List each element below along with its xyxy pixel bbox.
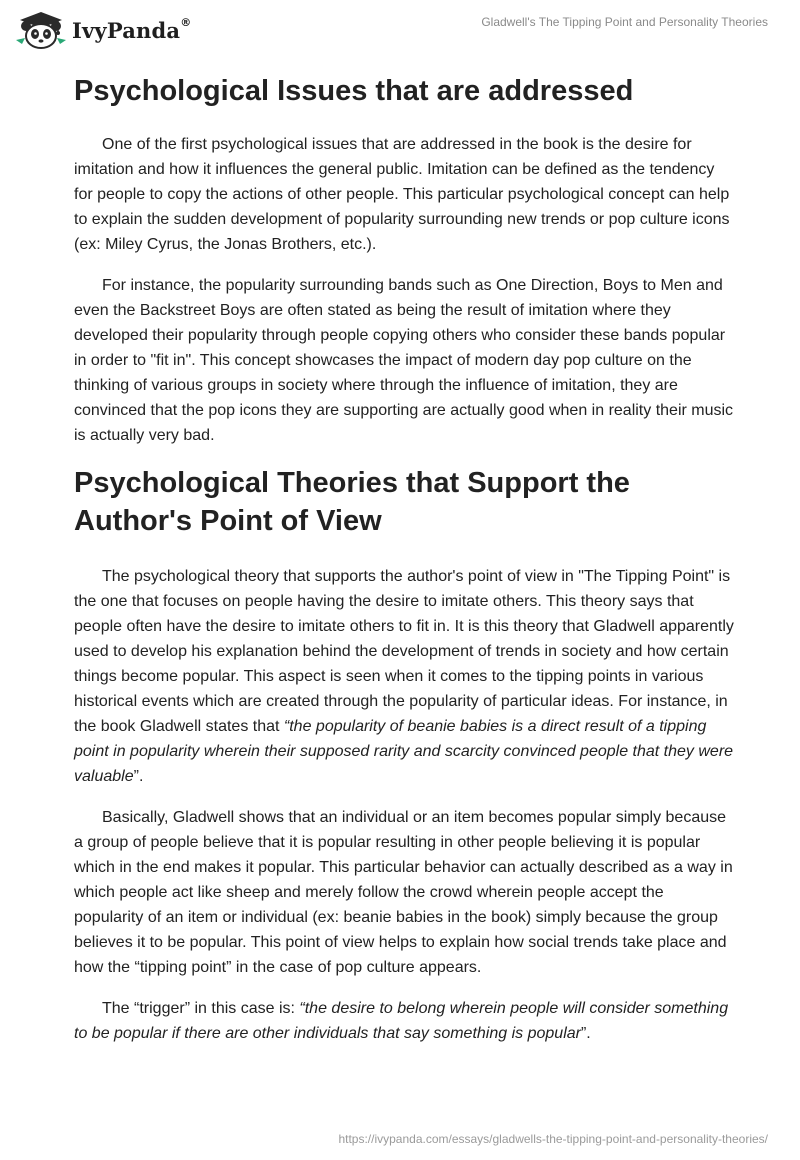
- paragraph: Basically, Gladwell shows that an individual or an item becomes popular simply because a group of people believe that it is popular resulting in other people believing it is popular which in the end makes it popular. This particular behavior can actually described as a way in which people act like sheep and merely follow the crowd wherein people accept the popularity of an item or individual (ex: beanie babies in the book) simply because the group believes it to be popular. This point of view helps to explain how social trends take place and how the “tipping point” in the case of pop culture appears.: [74, 809, 733, 976]
- panda-logo-icon: [16, 10, 66, 50]
- quote: “the desire to belong wherein people will consider something to be popular if there are other individuals that say something is popular: [74, 1000, 729, 1042]
- source-url-link[interactable]: https://ivypanda.com/essays/gladwells-the-tipping-point-and-personality-theories/: [338, 1132, 768, 1146]
- paragraph-with-quote: The “trigger” in this case is: “the desire to belong wherein people will consider something to be popular if there are other individuals that say something is popular”.: [74, 1000, 729, 1042]
- ivypanda-logo[interactable]: [16, 10, 191, 50]
- page-header: [0, 0, 800, 66]
- quote: “the popularity of beanie babies is a direct result of a tipping point in popularity wherein their supposed rarity and scarcity convinced people that they were valuable: [74, 718, 734, 785]
- document-title: Gladwell's The Tipping Point and Personality Theories: [481, 15, 768, 29]
- section-heading-theories: Psychological Theories that Support the Author's Point of View: [74, 467, 630, 537]
- essay-content: [74, 72, 734, 1062]
- paragraph-with-quote: The psychological theory that supports the author's point of view in "The Tipping Point" is the one that focuses on people having the desire to imitate others. This theory says that people often have the desire to imitate others to fit in. It is this theory that Gladwell apparently used to develop his explanation behind the development of trends in society and how certain things become popular. This aspect is seen when it comes to the tipping points in various historical events which are created through the popularity of particular ideas. For instance, in the book Gladwell states that “the popularity of beanie babies is a direct result of a tipping point in popularity wherein their supposed rarity and scarcity convinced people that they were valuable”.: [74, 568, 734, 785]
- paragraph: For instance, the popularity surrounding bands such as One Direction, Boys to Men and even the Backstreet Boys are often stated as being the result of imitation where they developed their popularity through people copying others who consider these bands popular in order to "fit in". This concept showcases the impact of modern day pop culture on the thinking of various groups in society where through the influence of imitation, they are convinced that the pop icons they are supporting are actually good when in reality their music is actually very bad.: [74, 277, 734, 444]
- section-heading-issues: Psychological Issues that are addressed: [74, 75, 634, 107]
- brand-name: IvyPanda®: [72, 15, 192, 43]
- paragraph: One of the first psychological issues that are addressed in the book is the desire for imitation and how it influences the general public. Imitation can be defined as the tendency for people to copy the actions of other people. This particular psychological concept can help to explain the sudden development of popularity surrounding new trends or pop culture icons (ex: Miley Cyrus, the Jonas Brothers, etc.).: [74, 136, 730, 253]
